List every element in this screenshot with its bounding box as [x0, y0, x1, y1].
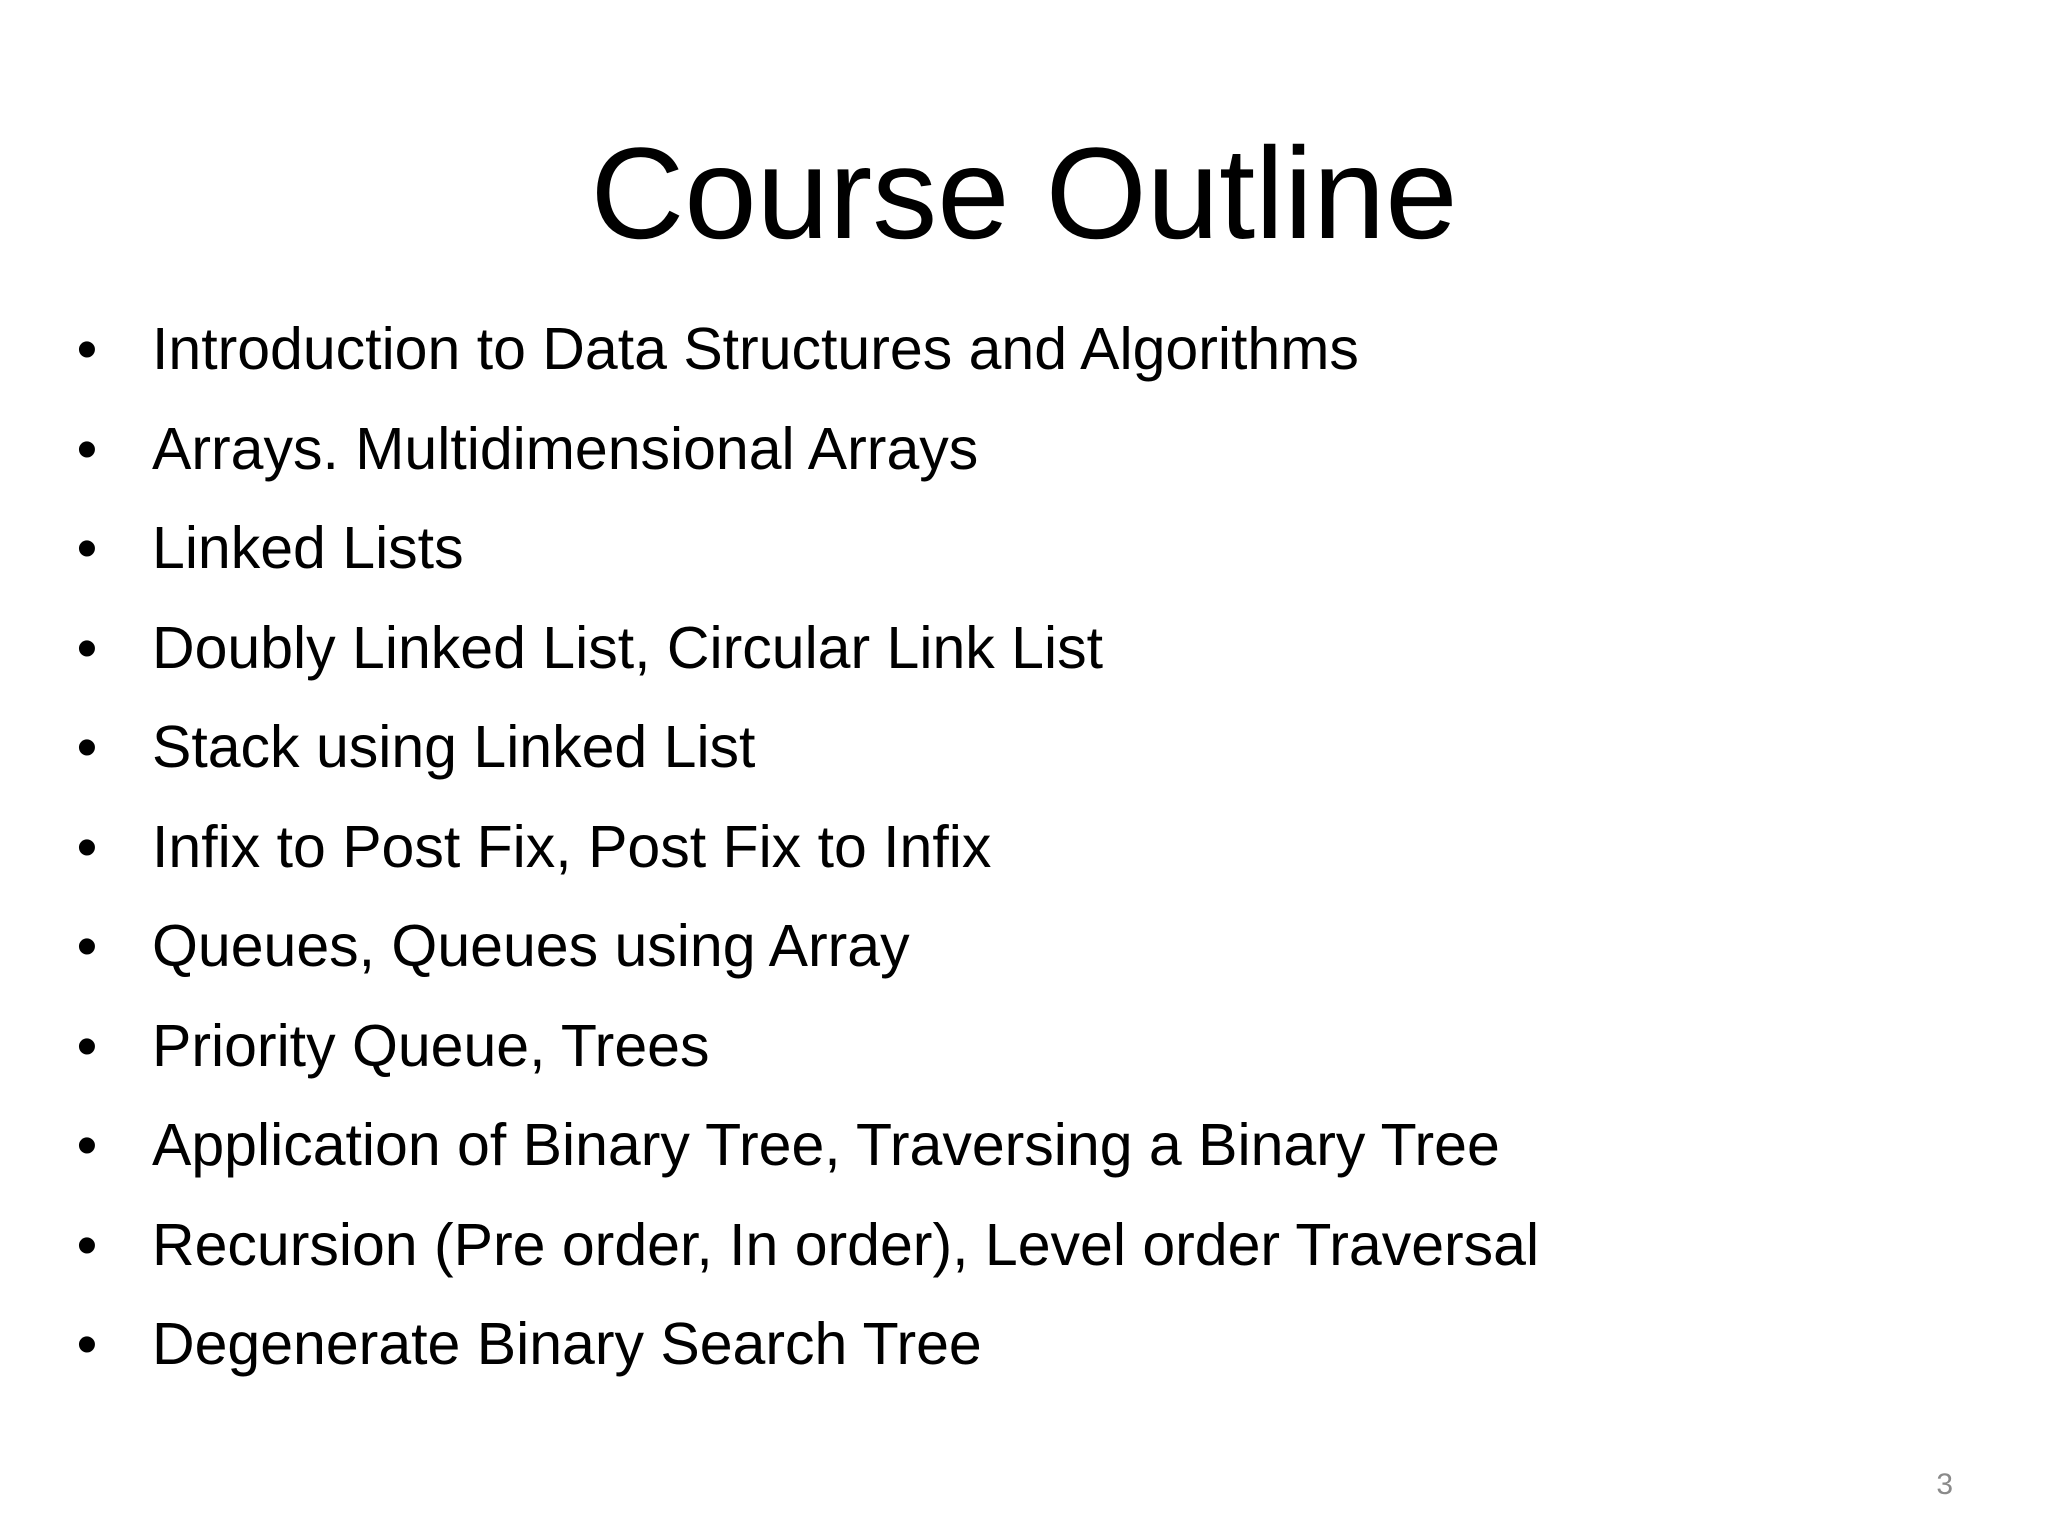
bullet-list	[0, 300, 2048, 1395]
bullet-text: Recursion (Pre order, In order), Level order Traversal	[152, 1211, 1540, 1278]
bullet-icon: •	[76, 1012, 98, 1079]
bullet-text: Application of Binary Tree, Traversing a Binary Tree	[152, 1112, 1500, 1178]
bullet-text: Queues, Queues using Array	[152, 913, 910, 979]
bullet-icon: •	[76, 614, 98, 681]
bullet-icon: •	[76, 1311, 98, 1377]
bullet-text: Stack using Linked List	[152, 714, 756, 780]
slide-title: Course Outline	[590, 120, 1458, 266]
bullet-icon: •	[76, 714, 98, 780]
bullet-text: Linked Lists	[152, 515, 464, 581]
bullet-icon: •	[76, 1112, 98, 1178]
bullet-item	[0, 798, 2048, 898]
bullet-item	[0, 599, 2048, 699]
bullet-text: Introduction to Data Structures and Algorithms	[152, 316, 1359, 382]
bullet-item	[0, 300, 2048, 400]
bullet-text: Infix to Post Fix, Post Fix to Infix	[152, 813, 992, 880]
bullet-text: Priority Queue, Trees	[152, 1012, 710, 1079]
bullet-icon: •	[76, 515, 98, 581]
bullet-text: Degenerate Binary Search Tree	[152, 1311, 982, 1377]
bullet-item	[0, 1096, 2048, 1196]
bullet-item	[0, 400, 2048, 500]
bullet-text: Doubly Linked List, Circular Link List	[152, 614, 1103, 681]
bullet-item	[0, 897, 2048, 997]
bullet-icon: •	[76, 415, 98, 482]
bullet-text: Arrays. Multidimensional Arrays	[152, 415, 979, 482]
bullet-icon: •	[76, 1211, 98, 1278]
bullet-icon: •	[76, 913, 98, 979]
bullet-item	[0, 698, 2048, 798]
bullet-item	[0, 1196, 2048, 1296]
bullet-item	[0, 499, 2048, 599]
bullet-icon: •	[76, 813, 98, 880]
bullet-item	[0, 1295, 2048, 1395]
page-number: 3	[1936, 1468, 1953, 1501]
bullet-icon: •	[76, 316, 98, 382]
bullet-item	[0, 997, 2048, 1097]
